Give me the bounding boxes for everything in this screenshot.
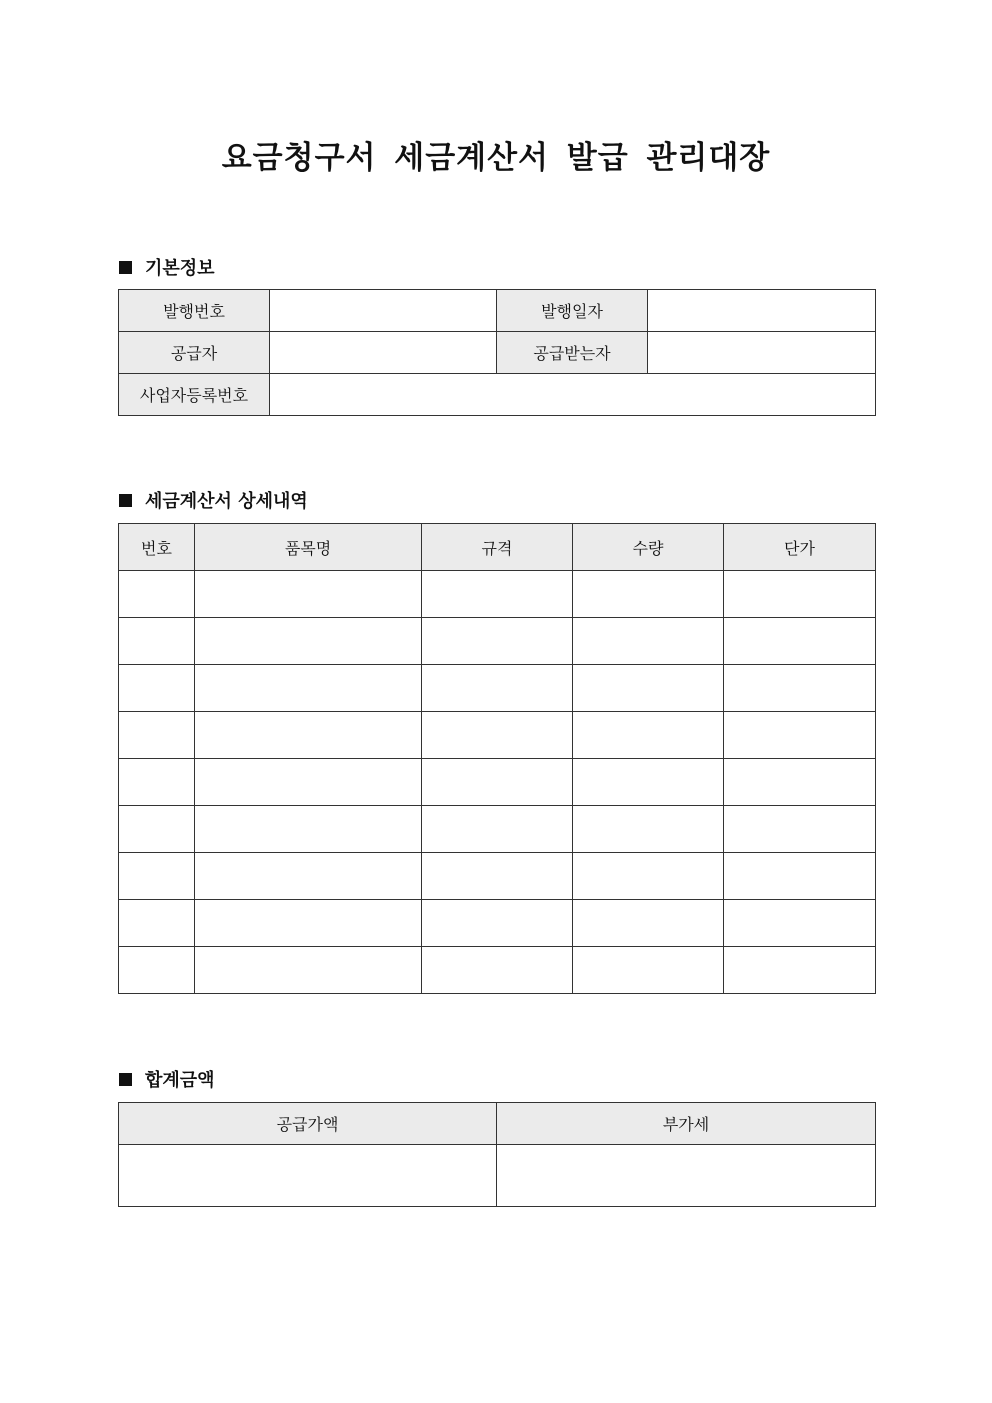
square-bullet-icon xyxy=(119,261,132,274)
unit-price-cell[interactable] xyxy=(724,806,876,853)
item-name-cell[interactable] xyxy=(195,806,422,853)
table-row xyxy=(119,571,876,618)
item-name-cell[interactable] xyxy=(195,759,422,806)
table-row xyxy=(119,947,876,994)
quantity-cell[interactable] xyxy=(573,759,724,806)
item-name-cell[interactable] xyxy=(195,571,422,618)
column-header-quantity: 수량 xyxy=(573,524,724,571)
item-name-cell[interactable] xyxy=(195,618,422,665)
table-row xyxy=(119,618,876,665)
square-bullet-icon xyxy=(119,1073,132,1086)
item-name-cell[interactable] xyxy=(195,947,422,994)
spec-cell[interactable] xyxy=(422,618,573,665)
issue-number-label: 발행번호 xyxy=(119,290,270,332)
quantity-cell[interactable] xyxy=(573,571,724,618)
issue-date-label: 발행일자 xyxy=(497,290,648,332)
detail-heading-text: 세금계산서 상세내역 xyxy=(145,491,308,512)
quantity-cell[interactable] xyxy=(573,853,724,900)
item-name-cell[interactable] xyxy=(195,665,422,712)
recipient-label: 공급받는자 xyxy=(497,332,648,374)
basic-info-table xyxy=(118,289,876,416)
column-header-vat: 부가세 xyxy=(497,1103,876,1145)
item-name-cell[interactable] xyxy=(195,853,422,900)
table-row xyxy=(119,665,876,712)
number-cell[interactable] xyxy=(119,618,195,665)
spec-cell[interactable] xyxy=(422,571,573,618)
unit-price-cell[interactable] xyxy=(724,853,876,900)
spec-cell[interactable] xyxy=(422,759,573,806)
vat-field[interactable] xyxy=(497,1145,876,1207)
total-table xyxy=(118,1102,876,1207)
detail-table-body xyxy=(119,571,876,994)
column-header-unit-price: 단가 xyxy=(724,524,876,571)
quantity-cell[interactable] xyxy=(573,665,724,712)
number-cell[interactable] xyxy=(119,571,195,618)
quantity-cell[interactable] xyxy=(573,900,724,947)
basic-info-heading-text: 기본정보 xyxy=(145,258,215,279)
total-value-row xyxy=(119,1145,876,1207)
table-row xyxy=(119,759,876,806)
spec-cell[interactable] xyxy=(422,947,573,994)
spec-cell[interactable] xyxy=(422,806,573,853)
table-row xyxy=(119,806,876,853)
basic-info-row xyxy=(119,290,876,332)
supplier-label: 공급자 xyxy=(119,332,270,374)
number-cell[interactable] xyxy=(119,665,195,712)
spec-cell[interactable] xyxy=(422,712,573,759)
spec-cell[interactable] xyxy=(422,665,573,712)
square-bullet-icon xyxy=(119,494,132,507)
quantity-cell[interactable] xyxy=(573,947,724,994)
issue-number-field[interactable] xyxy=(270,290,497,332)
page-title: 요금청구서 세금계산서 발급 관리대장 xyxy=(221,140,771,176)
business-reg-field[interactable] xyxy=(270,374,876,416)
table-row xyxy=(119,853,876,900)
quantity-cell[interactable] xyxy=(573,712,724,759)
column-header-spec: 규격 xyxy=(422,524,573,571)
table-row xyxy=(119,900,876,947)
number-cell[interactable] xyxy=(119,806,195,853)
business-reg-label: 사업자등록번호 xyxy=(119,374,270,416)
supplier-field[interactable] xyxy=(270,332,497,374)
column-header-item-name: 품목명 xyxy=(195,524,422,571)
detail-heading xyxy=(119,487,308,513)
total-heading-text: 합계금액 xyxy=(145,1070,215,1091)
number-cell[interactable] xyxy=(119,947,195,994)
column-header-supply-amount: 공급가액 xyxy=(119,1103,497,1145)
quantity-cell[interactable] xyxy=(573,806,724,853)
unit-price-cell[interactable] xyxy=(724,571,876,618)
basic-info-heading xyxy=(119,254,215,280)
number-cell[interactable] xyxy=(119,712,195,759)
total-header-row xyxy=(119,1103,876,1145)
unit-price-cell[interactable] xyxy=(724,712,876,759)
number-cell[interactable] xyxy=(119,759,195,806)
spec-cell[interactable] xyxy=(422,900,573,947)
detail-table xyxy=(118,523,876,994)
supply-amount-field[interactable] xyxy=(119,1145,497,1207)
unit-price-cell[interactable] xyxy=(724,759,876,806)
unit-price-cell[interactable] xyxy=(724,618,876,665)
basic-info-row xyxy=(119,374,876,416)
quantity-cell[interactable] xyxy=(573,618,724,665)
issue-date-field[interactable] xyxy=(648,290,876,332)
spec-cell[interactable] xyxy=(422,853,573,900)
detail-header-row xyxy=(119,524,876,571)
unit-price-cell[interactable] xyxy=(724,900,876,947)
item-name-cell[interactable] xyxy=(195,900,422,947)
recipient-field[interactable] xyxy=(648,332,876,374)
unit-price-cell[interactable] xyxy=(724,665,876,712)
column-header-number: 번호 xyxy=(119,524,195,571)
unit-price-cell[interactable] xyxy=(724,947,876,994)
number-cell[interactable] xyxy=(119,853,195,900)
item-name-cell[interactable] xyxy=(195,712,422,759)
basic-info-row xyxy=(119,332,876,374)
total-heading xyxy=(119,1066,215,1092)
table-row xyxy=(119,712,876,759)
number-cell[interactable] xyxy=(119,900,195,947)
